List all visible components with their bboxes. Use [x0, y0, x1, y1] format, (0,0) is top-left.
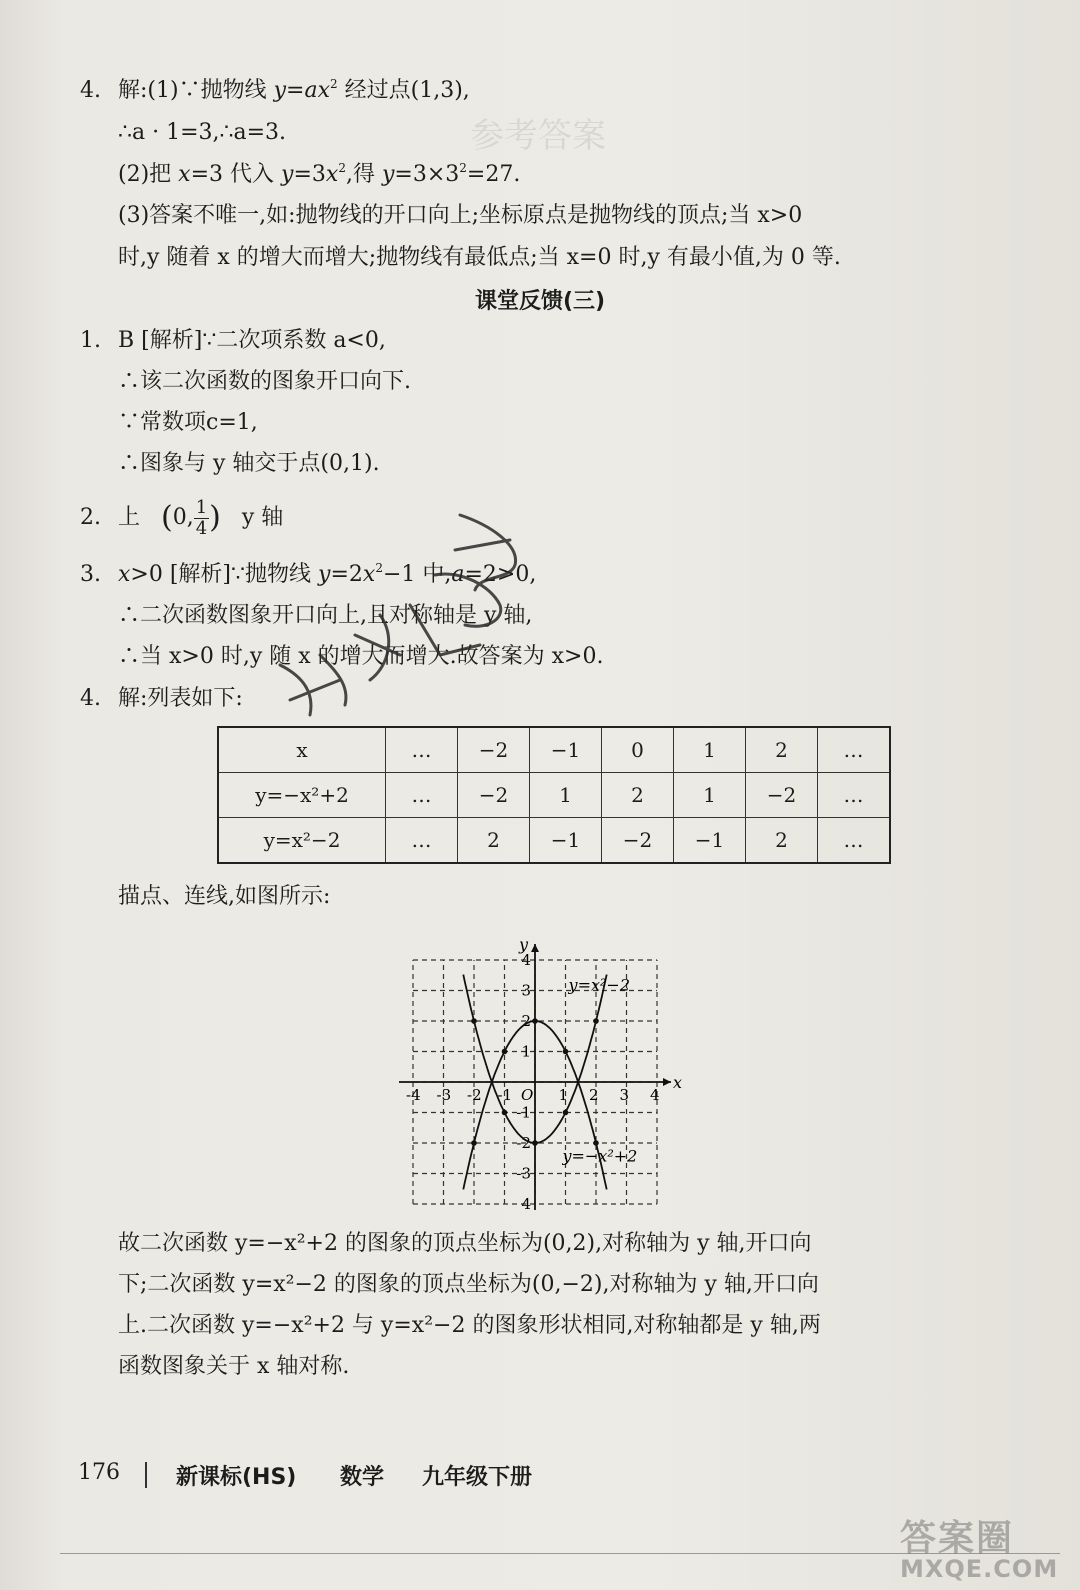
- data-point: [502, 1110, 508, 1116]
- y-tick-label: 2: [521, 1012, 531, 1030]
- x-tick-label: -1: [497, 1086, 513, 1104]
- row-label: y=x²−2: [218, 818, 386, 864]
- q4-intro: 解:列表如下:: [118, 686, 243, 711]
- q2-number: 2.: [80, 505, 101, 530]
- q4-prev-number: 4.: [80, 78, 101, 103]
- x-axis-arrow: [663, 1078, 671, 1086]
- table-cell: …: [386, 727, 458, 773]
- data-point: [471, 1140, 477, 1146]
- table-cell: 1: [674, 773, 746, 818]
- y-tick-label: 4: [521, 1195, 531, 1213]
- q3-line-1: x>0 [解析]∵抛物线 $y=2x^2-1$ 中,a=2>0,: [118, 561, 537, 587]
- y-axis-label: y: [519, 935, 529, 954]
- q4-prev-line-1: 解:(1)∵抛物线 $y=ax^2$ 经过点(1,3),: [118, 77, 470, 103]
- q2-fraction: $\frac{1}{4}$: [195, 496, 208, 539]
- footer-series: 新课标(HS): [176, 1465, 297, 1490]
- table-cell: 1: [530, 773, 602, 818]
- conclusion-line-4: 函数图象关于 x 轴对称.: [118, 1354, 350, 1379]
- bleed-through-text: 参考答案: [470, 116, 606, 156]
- x-tick-label: -2: [467, 1086, 482, 1104]
- table-cell: 2: [746, 727, 818, 773]
- data-point: [563, 1049, 569, 1055]
- watermark: 答案圈 MXQE.COM: [900, 1518, 1059, 1583]
- data-point: [532, 1018, 538, 1024]
- table-cell: …: [386, 773, 458, 818]
- origin-label: O: [521, 1086, 534, 1104]
- data-point: [532, 1140, 538, 1146]
- table-cell: …: [818, 727, 891, 773]
- table-row: [218, 773, 890, 818]
- q4-prev-line-5: 时,y 随着 x 的增大而增大;抛物线有最低点;当 x=0 时,y 有最小值,为 0 等.: [118, 245, 841, 270]
- table-cell: −1: [674, 818, 746, 864]
- table-cell: −2: [602, 818, 674, 864]
- data-point: [593, 1018, 599, 1024]
- x-tick-label: -4: [406, 1086, 421, 1104]
- table-cell: −2: [746, 773, 818, 818]
- y-tick-label: -2: [516, 1134, 531, 1152]
- y-tick-label: 1: [521, 1042, 531, 1061]
- table-row: [218, 818, 890, 864]
- q2-answer-1: 上: [118, 505, 141, 530]
- q3-line-3: ∴当 x>0 时,y 随 x 的增大而增大.故答案为 x>0.: [118, 644, 604, 669]
- y-tick-label: 3: [521, 981, 531, 1000]
- q3-number: 3.: [80, 562, 101, 587]
- value-table: [217, 726, 891, 864]
- q1-line-2: ∴该二次函数的图象开口向下.: [118, 369, 411, 394]
- y-axis-arrow: [531, 944, 539, 952]
- data-point: [593, 1140, 599, 1146]
- table-cell: −1: [530, 727, 602, 773]
- x-tick-label: -3: [436, 1086, 452, 1104]
- q1-line-3: ∵常数项c=1,: [118, 410, 258, 435]
- x-tick-label: 3: [619, 1086, 630, 1104]
- q2-answer-3: y 轴: [241, 505, 284, 530]
- row-label: x: [218, 727, 386, 773]
- x-tick-label: 2: [589, 1086, 599, 1104]
- q4-prev-line-3: (2)把 x=3 代入 $y=3x^2$,得 $y=3\times 3^2=27$.: [118, 161, 521, 187]
- series-label-downward: y=−x²+2: [562, 1146, 638, 1166]
- data-point: [471, 1018, 477, 1024]
- q2-answers: 上 (0, $\frac{1}{4}$ ) y 轴: [118, 496, 284, 539]
- footer-divider: [145, 1462, 147, 1488]
- q1-number: 1.: [80, 328, 101, 353]
- table-cell: …: [386, 818, 458, 864]
- q3-line-2: ∴二次函数图象开口向上,且对称轴是 y 轴,: [118, 603, 533, 628]
- x-tick-label: 4: [650, 1086, 660, 1104]
- q1-line-4: ∴图象与 y 轴交于点(0,1).: [118, 451, 380, 476]
- y-tick-label: 4: [521, 951, 531, 969]
- q2-point-x: 0,: [172, 505, 194, 530]
- table-cell: 0: [602, 727, 674, 773]
- table-cell: −2: [458, 773, 530, 818]
- q1-line-1: B [解析]∵二次项系数 a<0,: [118, 328, 386, 353]
- x-tick-label: 1: [558, 1086, 569, 1104]
- footer-grade: 九年级下册: [422, 1465, 533, 1490]
- series-label-upward: y=x²−2: [568, 975, 631, 995]
- data-point: [563, 1110, 569, 1116]
- data-point: [502, 1049, 508, 1055]
- table-cell: −1: [530, 818, 602, 864]
- table-cell: 2: [458, 818, 530, 864]
- table-cell: 1: [674, 727, 746, 773]
- plot-note: 描点、连线,如图所示:: [118, 884, 331, 909]
- q4-prev-line-4: (3)答案不唯一,如:抛物线的开口向上;坐标原点是抛物线的顶点;当 x>0: [118, 203, 803, 228]
- table-row: [218, 727, 890, 773]
- x-axis-label: x: [673, 1073, 683, 1092]
- page-number: 176: [78, 1460, 120, 1485]
- conclusion-line-1: 故二次函数 y=−x²+2 的图象的顶点坐标为(0,2),对称轴为 y 轴,开口向: [118, 1231, 812, 1256]
- conclusion-line-2: 下;二次函数 y=x²−2 的图象的顶点坐标为(0,−2),对称轴为 y 轴,开口向: [118, 1272, 819, 1297]
- row-label: y=−x²+2: [218, 773, 386, 818]
- table-cell: 2: [746, 818, 818, 864]
- section-title: 课堂反馈(三): [474, 289, 606, 314]
- table-cell: …: [818, 773, 891, 818]
- y-tick-label: -1: [516, 1103, 531, 1122]
- table-cell: −2: [458, 727, 530, 773]
- conclusion-line-3: 上.二次函数 y=−x²+2 与 y=x²−2 的图象形状相同,对称轴都是 y 轴,两: [118, 1313, 821, 1338]
- table-cell: …: [818, 818, 891, 864]
- parabola-chart: [380, 930, 690, 1220]
- footer-subject: 数学: [340, 1465, 385, 1490]
- q4-prev-line-2: ∴a · 1=3,∴a=3.: [118, 120, 287, 145]
- table-cell: 2: [602, 773, 674, 818]
- y-tick-label: -3: [516, 1164, 531, 1183]
- q4-number: 4.: [80, 686, 101, 711]
